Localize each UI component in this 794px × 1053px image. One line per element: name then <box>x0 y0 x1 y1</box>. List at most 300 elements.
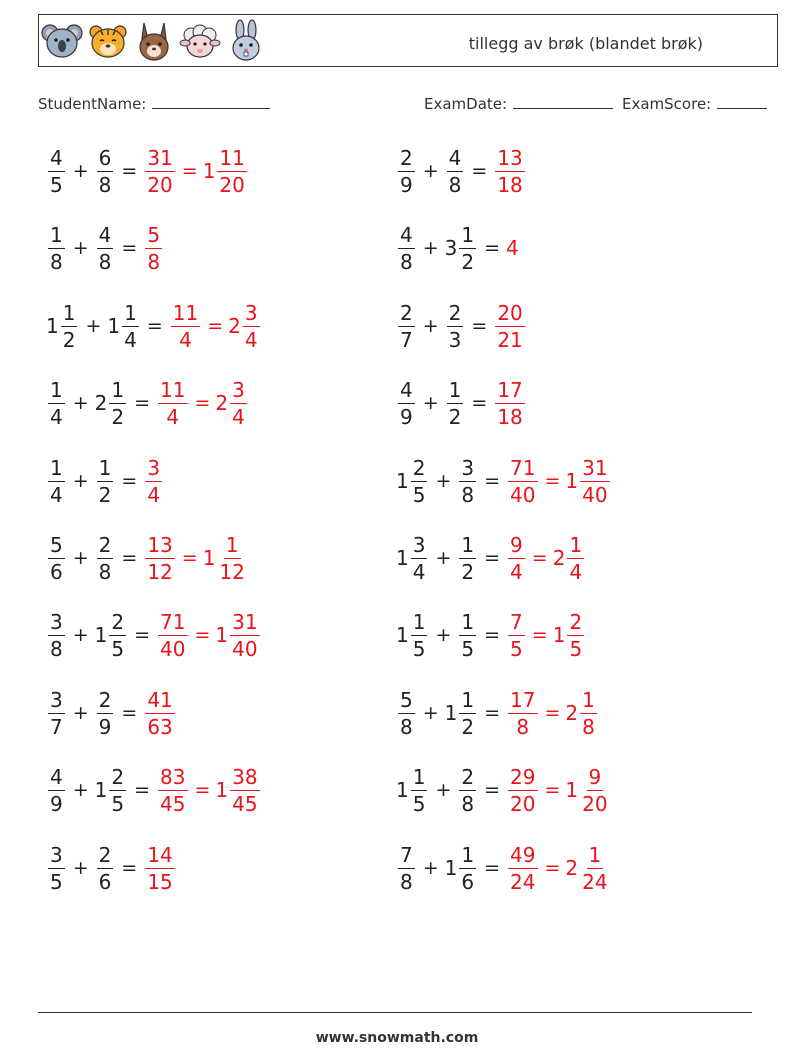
numerator: 1 <box>461 222 475 247</box>
addend-2 <box>94 609 128 661</box>
whole-number: 2 <box>215 391 229 415</box>
fraction <box>459 532 476 584</box>
fraction <box>447 300 464 352</box>
numerator: 3 <box>50 609 63 634</box>
fraction <box>97 532 114 584</box>
denominator: 7 <box>50 714 63 739</box>
fraction <box>217 145 246 197</box>
answer <box>143 145 249 197</box>
fraction <box>398 222 415 274</box>
problem-item <box>396 838 612 898</box>
numerator: 31 <box>582 455 608 480</box>
answer-fraction <box>508 455 537 507</box>
answer <box>493 300 526 352</box>
problem-item <box>396 760 612 820</box>
answer-mixed-number <box>565 842 611 894</box>
denominator: 5 <box>510 636 523 661</box>
denominator: 45 <box>160 791 186 816</box>
whole-number: 1 <box>565 469 579 493</box>
numerator: 1 <box>225 532 239 557</box>
fraction <box>230 377 247 429</box>
addend-1 <box>46 222 67 274</box>
answer-mixed-number <box>565 764 611 816</box>
answer <box>156 609 262 661</box>
denominator: 8 <box>147 249 161 274</box>
whole-number: 2 <box>565 701 579 725</box>
whole-number: 1 <box>202 546 216 570</box>
fraction <box>122 300 139 352</box>
denominator: 7 <box>400 327 413 352</box>
problem-item <box>396 373 527 433</box>
numerator: 4 <box>448 145 462 170</box>
denominator: 8 <box>400 249 413 274</box>
problem-item <box>396 296 527 356</box>
addend-2 <box>457 764 478 816</box>
answer-equals-sign: = <box>194 624 211 646</box>
denominator: 6 <box>98 869 112 894</box>
equals-sign: = <box>471 315 488 337</box>
equals-sign: = <box>484 702 501 724</box>
equals-sign: = <box>484 547 501 569</box>
equals-sign: = <box>121 470 138 492</box>
numerator: 71 <box>510 455 536 480</box>
numerator: 3 <box>461 455 475 480</box>
problem-item <box>46 760 262 820</box>
plus-sign: + <box>435 779 452 801</box>
numerator: 3 <box>50 687 63 712</box>
fraction <box>580 455 609 507</box>
addend-1 <box>396 609 429 661</box>
denominator: 8 <box>50 249 63 274</box>
exam-score-field <box>622 94 767 113</box>
fraction <box>411 455 428 507</box>
numerator: 1 <box>461 842 475 867</box>
answer-fraction <box>508 609 525 661</box>
plus-sign: + <box>72 779 89 801</box>
numerator: 1 <box>461 687 475 712</box>
whole-number: 2 <box>94 391 108 415</box>
whole-number: 1 <box>215 778 229 802</box>
fraction <box>567 532 584 584</box>
fraction <box>580 687 597 739</box>
fraction <box>230 764 259 816</box>
answer-fraction <box>145 687 174 739</box>
fraction <box>97 842 114 894</box>
numerator: 2 <box>400 145 413 170</box>
addend-1 <box>46 300 79 352</box>
answer-equals-sign: = <box>544 857 561 879</box>
whole-number: 2 <box>552 546 566 570</box>
whole-number: 1 <box>94 778 108 802</box>
denominator: 5 <box>50 869 63 894</box>
plus-sign: + <box>422 392 439 414</box>
denominator: 18 <box>497 172 523 197</box>
fraction <box>48 842 65 894</box>
plus-sign: + <box>72 547 89 569</box>
addend-1 <box>46 377 67 429</box>
denominator: 5 <box>50 172 63 197</box>
denominator: 9 <box>98 714 112 739</box>
numerator: 1 <box>98 455 112 480</box>
equals-sign: = <box>471 392 488 414</box>
whole-number: 1 <box>396 623 409 647</box>
numerator: 2 <box>111 609 125 634</box>
numerator: 17 <box>510 687 536 712</box>
equals-sign: = <box>134 392 151 414</box>
plus-sign: + <box>72 857 89 879</box>
denominator: 6 <box>50 559 63 584</box>
denominator: 2 <box>461 714 475 739</box>
problem-item <box>396 683 599 743</box>
fraction <box>48 609 65 661</box>
numerator: 1 <box>50 377 63 402</box>
problem-item <box>396 218 519 278</box>
numerator: 13 <box>147 532 173 557</box>
denominator: 5 <box>461 636 475 661</box>
answer <box>506 687 599 739</box>
addend-1 <box>396 842 417 894</box>
numerator: 1 <box>461 609 475 634</box>
addend-1 <box>396 377 417 429</box>
answer <box>506 236 519 260</box>
denominator: 9 <box>400 404 413 429</box>
fraction <box>48 222 65 274</box>
numerator: 4 <box>400 222 413 247</box>
denominator: 8 <box>400 714 413 739</box>
denominator: 20 <box>582 791 608 816</box>
answer-fraction <box>495 377 524 429</box>
fraction <box>411 764 428 816</box>
koala-icon <box>41 19 83 63</box>
addend-2 <box>94 377 128 429</box>
footer-url: www.snowmath.com <box>315 1030 479 1046</box>
answer <box>143 842 176 894</box>
denominator: 5 <box>111 791 125 816</box>
addend-2 <box>95 532 116 584</box>
denominator: 5 <box>412 791 426 816</box>
fraction <box>411 609 428 661</box>
problem-item <box>46 605 262 665</box>
answer <box>506 609 586 661</box>
sheep-icon <box>179 19 221 63</box>
denominator: 2 <box>62 327 76 352</box>
addend-2 <box>445 377 466 429</box>
fraction <box>48 455 65 507</box>
numerator: 41 <box>147 687 173 712</box>
whole-number: 2 <box>228 314 241 338</box>
problem-item <box>46 218 164 278</box>
addend-2 <box>94 764 128 816</box>
plus-sign: + <box>72 470 89 492</box>
numerator: 11 <box>172 300 199 325</box>
denominator: 40 <box>160 636 186 661</box>
plus-sign: + <box>72 624 89 646</box>
answer <box>506 532 586 584</box>
denominator: 20 <box>219 172 245 197</box>
denominator: 8 <box>448 172 462 197</box>
addend-1 <box>396 764 429 816</box>
plus-sign: + <box>72 160 89 182</box>
answer-fraction <box>158 377 187 429</box>
plus-sign: + <box>435 547 452 569</box>
numerator: 2 <box>448 300 462 325</box>
addend-2 <box>444 222 478 274</box>
plus-sign: + <box>435 470 452 492</box>
addend-2 <box>445 300 466 352</box>
fraction <box>61 300 78 352</box>
addend-2 <box>445 145 466 197</box>
problem-item <box>46 141 249 201</box>
fraction <box>398 377 415 429</box>
addend-2 <box>444 842 478 894</box>
footer-divider <box>38 1012 752 1013</box>
numerator: 1 <box>588 842 602 867</box>
equals-sign: = <box>471 160 488 182</box>
numerator: 1 <box>412 609 426 634</box>
addend-1 <box>396 687 417 739</box>
denominator: 8 <box>98 172 112 197</box>
plus-sign: + <box>72 237 89 259</box>
exam-score-blank[interactable] <box>717 94 767 109</box>
denominator: 12 <box>219 559 245 584</box>
answer-mixed-number <box>215 377 248 429</box>
addend-2 <box>95 145 116 197</box>
numerator: 2 <box>98 687 112 712</box>
answer-fraction <box>495 145 524 197</box>
plus-sign: + <box>72 702 89 724</box>
numerator: 3 <box>412 532 426 557</box>
equals-sign: = <box>121 237 138 259</box>
numerator: 31 <box>147 145 173 170</box>
numerator: 3 <box>147 455 161 480</box>
denominator: 4 <box>50 404 63 429</box>
problem-item <box>396 605 586 665</box>
fraction <box>398 300 415 352</box>
fraction <box>398 145 415 197</box>
problem-item <box>46 451 164 511</box>
addend-2 <box>95 687 116 739</box>
numerator: 2 <box>98 532 112 557</box>
denominator: 4 <box>569 559 583 584</box>
denominator: 24 <box>510 869 536 894</box>
denominator: 5 <box>111 636 125 661</box>
denominator: 4 <box>147 482 161 507</box>
fraction <box>48 687 65 739</box>
answer-equals-sign: = <box>544 702 561 724</box>
fraction <box>459 455 476 507</box>
exam-date-blank[interactable] <box>513 94 613 109</box>
denominator: 18 <box>497 404 523 429</box>
addend-1 <box>46 455 67 507</box>
fraction <box>97 145 114 197</box>
answer-fraction <box>158 609 187 661</box>
numerator: 2 <box>111 764 125 789</box>
addend-1 <box>46 145 67 197</box>
header-box <box>38 14 778 67</box>
denominator: 8 <box>516 714 530 739</box>
whole-number: 1 <box>444 701 458 725</box>
problem-item <box>396 451 612 511</box>
problem-item <box>396 528 586 588</box>
answer <box>506 842 612 894</box>
denominator: 3 <box>448 327 462 352</box>
tiger-icon <box>87 19 129 63</box>
numerator: 1 <box>50 455 63 480</box>
fraction <box>48 377 65 429</box>
numerator: 83 <box>160 764 186 789</box>
denominator: 40 <box>582 482 608 507</box>
numerator: 1 <box>50 222 63 247</box>
problem-item <box>46 373 249 433</box>
denominator: 8 <box>582 714 595 739</box>
addend-2 <box>95 455 116 507</box>
numerator: 29 <box>510 764 536 789</box>
numerator: 2 <box>412 455 426 480</box>
whole-number: 3 <box>444 236 458 260</box>
numerator: 14 <box>147 842 173 867</box>
answer <box>143 532 249 584</box>
numerator: 4 <box>98 222 112 247</box>
student-name-field <box>38 94 270 113</box>
denominator: 4 <box>179 327 192 352</box>
equals-sign: = <box>121 160 138 182</box>
addend-1 <box>396 145 417 197</box>
fraction <box>109 609 126 661</box>
answer-mixed-number <box>228 300 261 352</box>
numerator: 7 <box>510 609 523 634</box>
fraction <box>459 609 476 661</box>
answer-equals-sign: = <box>194 392 211 414</box>
numerator: 1 <box>582 687 595 712</box>
answer-fraction <box>508 842 537 894</box>
fraction <box>109 377 126 429</box>
answer <box>506 455 612 507</box>
whole-number: 1 <box>215 623 229 647</box>
equals-sign: = <box>134 624 151 646</box>
numerator: 2 <box>400 300 413 325</box>
answer <box>493 377 526 429</box>
denominator: 6 <box>461 869 475 894</box>
addend-1 <box>396 455 429 507</box>
answer-fraction <box>171 300 200 352</box>
denominator: 24 <box>582 869 608 894</box>
denominator: 4 <box>412 559 426 584</box>
student-name-label: StudentName: <box>38 95 147 113</box>
denominator: 8 <box>50 636 63 661</box>
numerator: 31 <box>232 609 258 634</box>
numerator: 1 <box>111 377 125 402</box>
numerator: 11 <box>219 145 245 170</box>
denominator: 21 <box>497 327 523 352</box>
fraction <box>97 222 114 274</box>
answer-mixed-number <box>552 532 586 584</box>
fraction <box>411 532 428 584</box>
answer-fraction <box>508 764 537 816</box>
denominator: 15 <box>147 869 173 894</box>
answer-equals-sign: = <box>207 315 224 337</box>
whole-number: 1 <box>552 623 566 647</box>
problem-item <box>396 141 527 201</box>
addend-2 <box>457 455 478 507</box>
fraction <box>243 300 260 352</box>
student-name-blank[interactable] <box>152 94 270 109</box>
answer <box>156 764 262 816</box>
whole-number: 1 <box>94 623 108 647</box>
addend-2 <box>444 687 478 739</box>
equals-sign: = <box>484 857 501 879</box>
equals-sign: = <box>484 470 501 492</box>
denominator: 4 <box>510 559 523 584</box>
denominator: 5 <box>412 636 426 661</box>
denominator: 12 <box>147 559 173 584</box>
answer <box>143 222 164 274</box>
denominator: 8 <box>98 249 112 274</box>
answer-mixed-number <box>565 455 611 507</box>
fraction <box>230 609 259 661</box>
addend-2 <box>95 222 116 274</box>
numerator: 6 <box>98 145 112 170</box>
fraction <box>398 687 415 739</box>
fraction <box>580 842 609 894</box>
answer-fraction <box>145 532 174 584</box>
answer-fraction <box>145 222 162 274</box>
numerator: 71 <box>160 609 186 634</box>
fraction <box>48 764 65 816</box>
fraction <box>459 222 476 274</box>
plus-sign: + <box>435 624 452 646</box>
numerator: 3 <box>232 377 245 402</box>
whole-number: 1 <box>565 778 579 802</box>
answer-equals-sign: = <box>544 779 561 801</box>
answer-fraction <box>495 300 524 352</box>
addend-1 <box>396 222 417 274</box>
denominator: 9 <box>400 172 413 197</box>
addend-1 <box>46 609 67 661</box>
denominator: 4 <box>232 404 245 429</box>
numerator: 17 <box>497 377 523 402</box>
plus-sign: + <box>422 857 439 879</box>
problem-item <box>46 683 177 743</box>
answer-mixed-number <box>202 145 249 197</box>
problem-item <box>46 296 262 356</box>
fraction <box>217 532 246 584</box>
answer-mixed-number <box>202 532 249 584</box>
whole-number: 1 <box>107 314 121 338</box>
whole-number: 1 <box>396 546 409 570</box>
denominator: 2 <box>461 249 475 274</box>
equals-sign: = <box>484 624 501 646</box>
answer-mixed-number <box>565 687 598 739</box>
answer-equals-sign: = <box>181 547 198 569</box>
denominator: 4 <box>166 404 180 429</box>
numerator: 9 <box>588 764 602 789</box>
whole-number: 1 <box>396 778 409 802</box>
addend-1 <box>46 842 67 894</box>
numerator: 7 <box>400 842 413 867</box>
equals-sign: = <box>484 779 501 801</box>
numerator: 4 <box>50 764 63 789</box>
denominator: 20 <box>147 172 173 197</box>
numerator: 5 <box>400 687 413 712</box>
answer-fraction <box>145 145 174 197</box>
answer <box>169 300 262 352</box>
plus-sign: + <box>85 315 102 337</box>
answer-equals-sign: = <box>531 624 548 646</box>
numerator: 9 <box>510 532 523 557</box>
answer-fraction <box>145 842 174 894</box>
whole-number: 1 <box>444 856 458 880</box>
fraction <box>459 764 476 816</box>
